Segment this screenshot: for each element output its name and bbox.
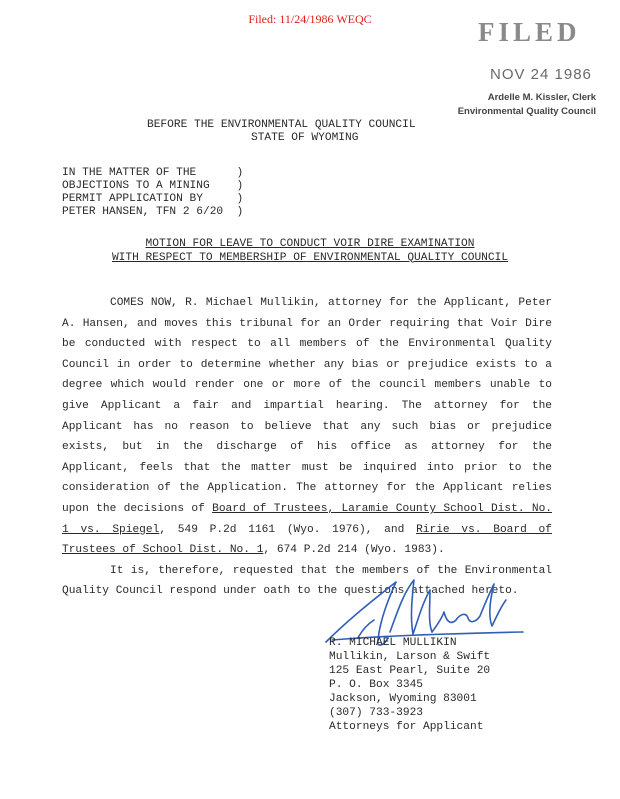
signature-street: 125 East Pearl, Suite 20	[329, 665, 491, 677]
case-citation-2-cite: , 674 P.2d 214 (Wyo. 1983).	[263, 544, 445, 557]
clerk-block	[456, 92, 596, 104]
motion-title-line-1: MOTION FOR LEAVE TO CONDUCT VOIR DIRE EXAMINATION	[145, 238, 475, 250]
signature-block	[329, 636, 490, 734]
signature-role: Attorneys for Applicant	[329, 721, 484, 733]
caption-line: OBJECTIONS TO A MINING )	[62, 180, 244, 192]
clerk-office-block	[456, 106, 596, 118]
signature-city: Jackson, Wyoming 83001	[329, 693, 477, 705]
paragraph-1-text: COMES NOW, R. Michael Mullikin, attorney for the Applicant, Peter A. Hansen, and moves this tribunal for an Order requiring that Voir Dire be conducted with respect to all members of the Environmental Quality Council in order to determine whether any bias or prejudice exists to a degree which would render one or more of the council members unable to give Applicant a fair and impartial hearing. The attorney for the Applicant has no reason to believe that any such bias or prejudice exists, but in the discharge of his office as attorney for the Applicant, feels that the matter must be inquired into prior to the consideration of the Application. The attorney for the Applicant relies upon the decisions of	[62, 297, 552, 515]
signature-name: R. MICHAEL MULLIKIN	[329, 637, 457, 649]
body-paragraph-1	[62, 293, 552, 561]
council-line-1: BEFORE THE ENVIRONMENTAL QUALITY COUNCIL	[147, 119, 416, 131]
council-line-2: STATE OF WYOMING	[251, 132, 359, 144]
case-citation-2-name: Ririe vs. Board of Trustees of School Dist. No. 1	[62, 523, 552, 557]
filed-notice: Filed: 11/24/1986 WEQC	[248, 12, 372, 26]
caption-line: IN THE MATTER OF THE )	[62, 167, 244, 179]
clerk-office: Environmental Quality Council	[457, 106, 596, 117]
case-citation-1-cite: , 549 P.2d 1161 (Wyo. 1976), and	[159, 523, 417, 536]
case-caption	[62, 167, 243, 219]
signature-phone: (307) 733-3923	[329, 707, 423, 719]
case-citation-1-name: Board of Trustees, Laramie County School Dist. No. 1 vs. Spiegel	[62, 502, 552, 536]
caption-line: PERMIT APPLICATION BY )	[62, 193, 244, 205]
filed-stamp-title: FILED	[478, 17, 581, 47]
clerk-name: Ardelle M. Kissler, Clerk	[487, 92, 596, 103]
paragraph-2-text: It is, therefore, requested that the members of the Environmental Quality Council respond under oath to the questions attached hereto.	[62, 564, 552, 598]
signature-po-box: P. O. Box 3345	[329, 679, 423, 691]
caption-line: PETER HANSEN, TFN 2 6/20 )	[62, 206, 244, 218]
filed-stamp-date: NOV 24 1986	[490, 66, 592, 83]
motion-title	[0, 238, 620, 265]
motion-body	[62, 293, 552, 602]
motion-title-line-2: WITH RESPECT TO MEMBERSHIP OF ENVIRONMENTAL QUALITY COUNCIL	[111, 251, 509, 264]
signature-firm: Mullikin, Larson & Swift	[329, 651, 491, 663]
